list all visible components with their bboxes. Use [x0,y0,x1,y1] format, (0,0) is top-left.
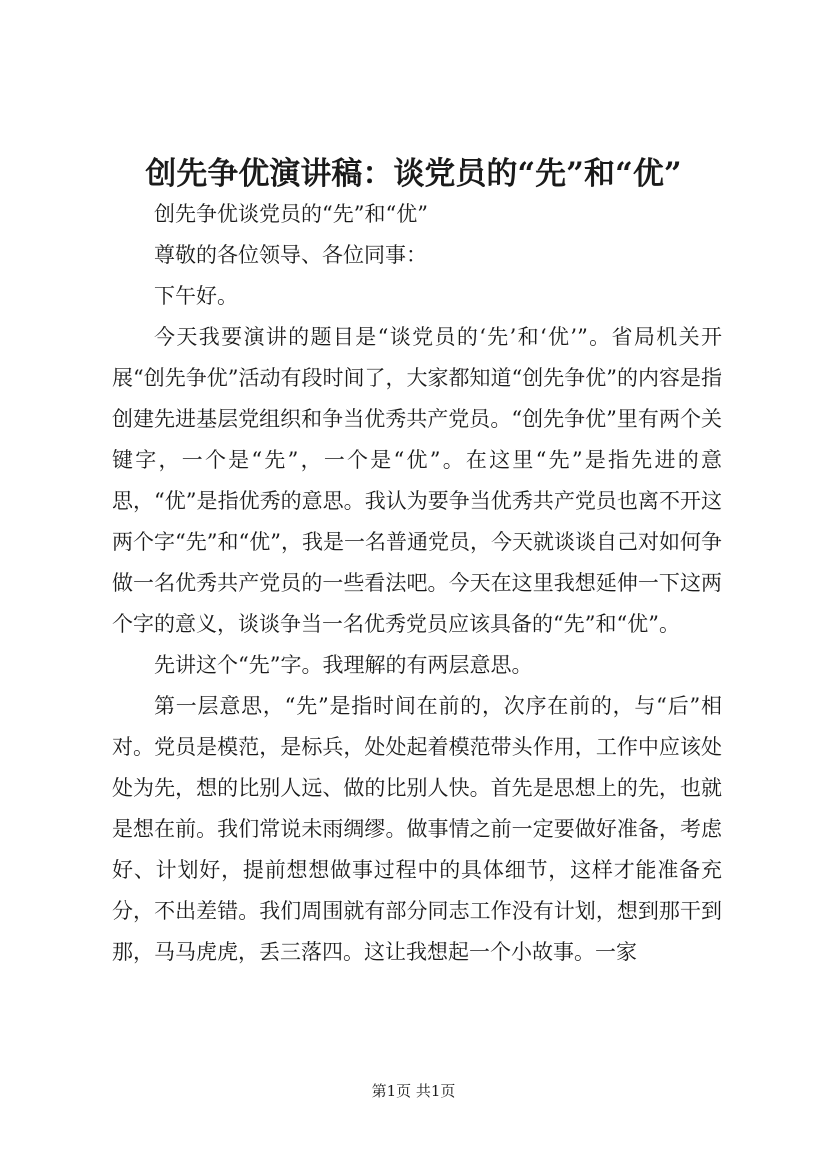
paragraph-subtitle: 创先争优谈党员的“先”和“优” [154,202,428,226]
paragraph-greeting: 下午好。 [154,284,238,308]
paragraph-first-meaning: 第一层意思，“先”是指时间在前的，次序在前的，与“后”相对。党员是模范，是标兵，处处起着模范带头作用，工作中应该处处为先，想的比别人远、做的比别人快。首先是思想上的先，也就是想在前。我们常说未雨绸缪。做事情之前一定要做好准备，考虑好、计划好，提前想想做事过程中的具体细节，这样才能准备充分，不出差错。我们周围就有部分同志工作没有计划，想到那干到那，马马虎虎，丢三落四。这让我想起一个小故事。一家 [112,694,722,964]
paragraph-intro: 今天我要演讲的题目是“谈党员的‘先’和‘优’”。省局机关开展“创先争优”活动有段时间了，大家都知道“创先争优”的内容是指创建先进基层党组织和争当优秀共产党员。“创先争优”里有两个关键字，一个是“先”，一个是“优”。在这里“先”是指先进的意思，“优”是指优秀的意思。我认为要争当优秀共产党员也离不开这两个字“先”和“优”，我是一名普通党员，今天就谈谈自己对如何争做一名优秀共产党员的一些看法吧。今天在这里我想延伸一下这两个字的意义，谈谈争当一名优秀党员应该具备的“先”和“优”。 [112,325,722,636]
document-title: 创先争优演讲稿：谈党员的“先”和“优” [145,156,682,192]
document-body [112,194,722,973]
paragraph-xian-heading: 先讲这个“先”字。我理解的有两层意思。 [154,653,533,677]
paragraph-salutation: 尊敬的各位领导、各位同事： [154,243,427,267]
page-footer: 第1页 共1页 [371,1082,456,1100]
